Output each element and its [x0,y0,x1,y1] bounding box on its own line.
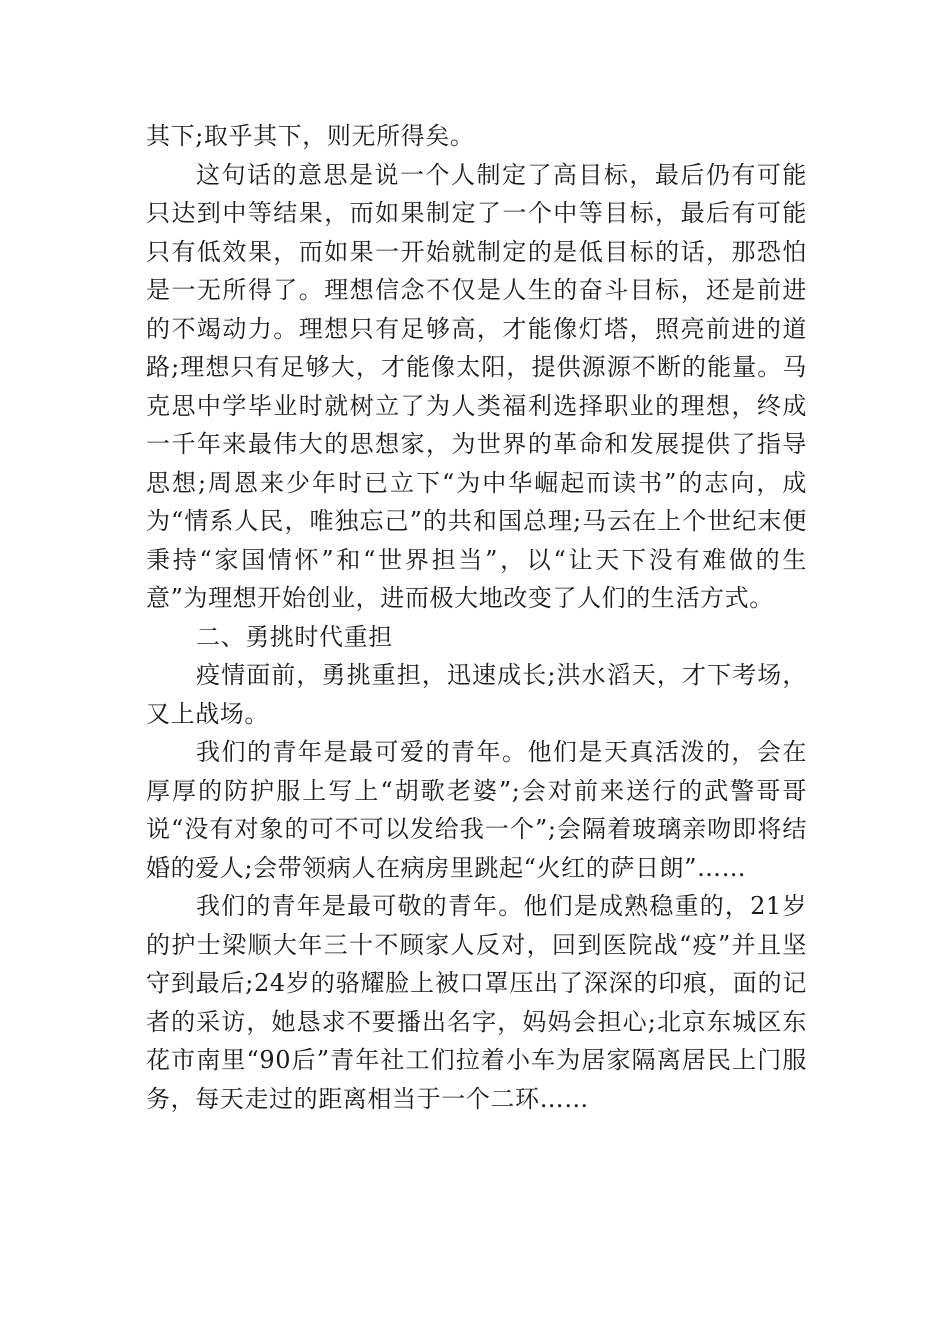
section-heading: 二、勇挑时代重担 [196,622,393,651]
paragraph-continuation: 其下;取乎其下，则无所得矣。 [146,122,475,150]
paragraph-ideals: 这句话的意思是说一个人制定了高目标，最后仍有可能只达到中等结果，而如果制定了一个中等目标，最后有可能只有低效果，而如果一开始就制定的是低目标的话，那恐怕是一无所得了。理想信念不仅是人生的奋斗目标，还是前进的不竭动力。理想只有足够高，才能像灯塔，照亮前进的道路;理想只有足够大，才能像太阳，提供源源不断的能量。马克思中学毕业时就树立了为人类福利选择职业的理想，终成一千年来最伟大的思想家，为世界的革命和发展提供了指导思想;周恩来少年时已立下“为中华崛起而读书”的志向，成为“情系人民，唯独忘己”的共和国总理;马云在上个世纪末便秉持“家国情怀”和“世界担当”，以“让天下没有难做的生意”为理想开始创业，进而极大地改变了人们的生活方式。 [146,160,807,612]
paragraph-respectable-youth: 我们的青年是最可敬的青年。他们是成熟稳重的，21岁的护士梁顺大年三十不顾家人反对，回到医院战“疫”并且坚守到最后;24岁的骆耀脸上被口罩压出了深深的印痕，面的记者的采访，她恳求不要播出名字，妈妈会担心;北京东城区东花市南里“90后”青年社工们拉着小车为居家隔离居民上门服务，每天走过的距离相当于一个二环…… [146,892,807,1113]
paragraph-epidemic-flood: 疫情面前，勇挑重担，迅速成长;洪水滔天，才下考场，又上战场。 [146,661,807,728]
paragraph-lovely-youth: 我们的青年是最可爱的青年。他们是天真活泼的，会在厚厚的防护服上写上“胡歌老婆”;会对前来送行的武警哥哥说“没有对象的可不可以发给我一个”;会隔着玻璃亲吻即将结婚的爱人;会带领病人在病房里跳起“火红的萨日朗”…… [146,738,807,882]
